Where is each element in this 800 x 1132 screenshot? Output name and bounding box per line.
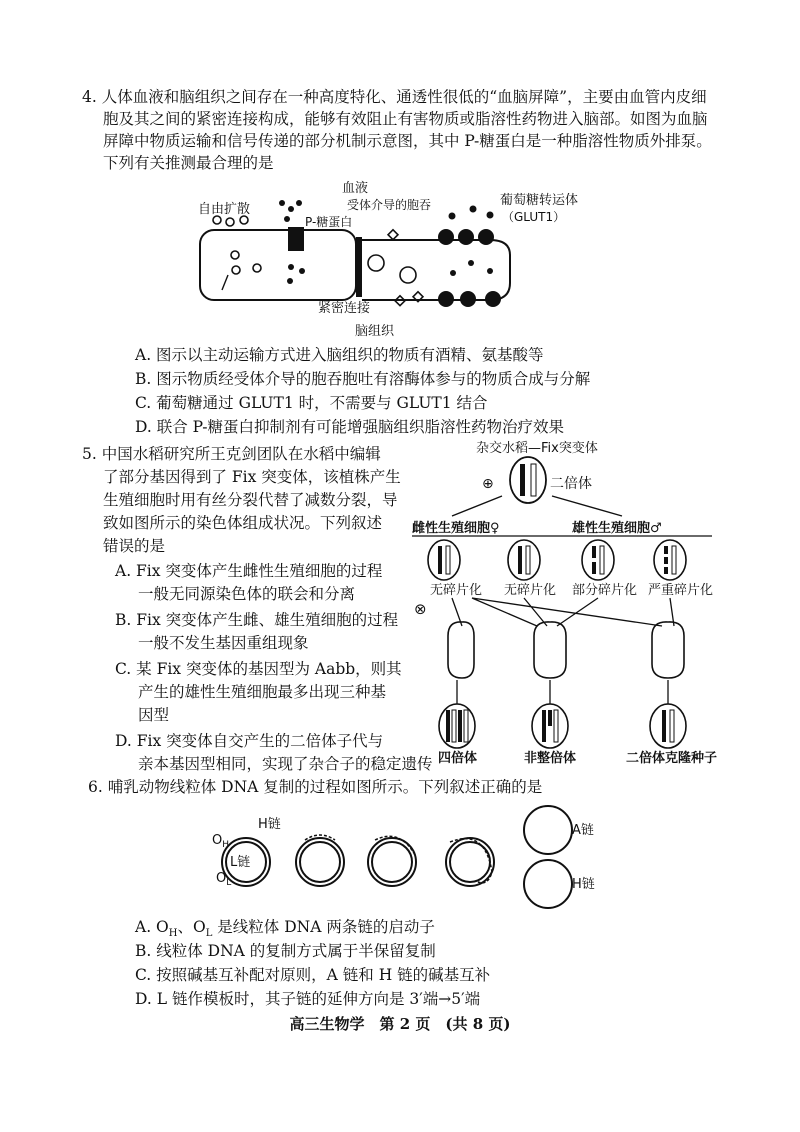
side-mark-icon: ⊕	[482, 476, 494, 492]
oh-letter: O	[212, 833, 223, 848]
label-male-gametes: 雄性生殖细胞♂	[572, 521, 662, 536]
result-aneuploid: 非整倍体	[524, 751, 577, 766]
label-tight-junction: 紧密连接	[318, 301, 371, 316]
q4-option-c: C. 葡萄糖通过 GLUT1 时，不需要与 GLUT1 结合	[135, 394, 488, 412]
gamete-cells	[428, 540, 686, 580]
q6-option-a-mid: 、O	[177, 918, 206, 936]
l-chain-label: L链	[230, 855, 251, 870]
tight-junction-bar	[356, 237, 362, 297]
zygote-cells	[448, 622, 684, 678]
q5-option-d-line-1: D. Fix 突变体自交产生的二倍体子代与	[115, 732, 384, 750]
ol-subscript-text: L	[205, 928, 213, 940]
q5-option-c-line-2: 产生的雄性生殖细胞最多出现三种基	[138, 683, 387, 701]
chromosome	[520, 464, 525, 496]
endocytic-vesicles	[368, 230, 423, 306]
diploid-cell	[510, 457, 546, 503]
ol-subscript: L	[226, 878, 232, 888]
offspring-cells	[439, 704, 686, 748]
q5-option-a-line-1: A. Fix 突变体产生雌性生殖细胞的过程	[115, 562, 383, 580]
label-p-glycoprotein: P-糖蛋白	[305, 215, 353, 229]
q5-fix-mutant-figure	[412, 436, 730, 766]
q6-option-d: D. L 链作模板时，其子链的延伸方向是 3′端→5′端	[135, 990, 481, 1008]
label-glucose-transporter: 葡萄糖转运体	[500, 193, 579, 208]
label-female-gametes: 雌性生殖细胞♀	[412, 521, 500, 536]
q6-stem: 6. 哺乳动物线粒体 DNA 复制的过程如图所示。下列叙述正确的是	[88, 778, 543, 796]
result-tetraploid: 四倍体	[438, 751, 478, 766]
endothelial-cell-left	[200, 230, 356, 300]
diffusing-molecules	[213, 216, 261, 274]
q4-option-d: D. 联合 P-糖蛋白抑制剂有可能增强脑组织脂溶性药物治疗效果	[135, 418, 564, 436]
q5-option-b-line-1: B. Fix 突变体产生雌、雄生殖细胞的过程	[115, 611, 399, 629]
label-blood: 血液	[342, 181, 369, 196]
a-chain-label: A链	[572, 823, 594, 838]
q5-stem-line-2: 了部分基因得到了 Fix 突变体，该植株产生	[103, 468, 401, 486]
oh-subscript-text: H	[168, 928, 178, 940]
q5-stem-line-3: 生殖细胞时用有丝分裂代替了减数分裂，导	[103, 491, 398, 509]
q4-stem-line-3: 屏障中物质运输和信号传递的部分机制示意图，其中 P-糖蛋白是一种脂溶性物质外排泵。	[103, 132, 712, 150]
q5-option-a-line-2: 一般无同源染色体的联会和分离	[138, 585, 356, 603]
label-diploid: 二倍体	[550, 476, 592, 492]
q5-option-c-line-3: 因型	[138, 706, 170, 724]
q4-stem-line-2: 胞及其之间的紧密连接构成，能够有效阻止有害物质或脂溶性药物进入脑部。如图为血脑	[103, 110, 708, 128]
q6-option-b: B. 线粒体 DNA 的复制方式属于半保留复制	[135, 942, 436, 960]
q4-option-b: B. 图示物质经受体介导的胞吞胞吐有溶酶体参与的物质合成与分解	[135, 370, 591, 388]
label-brain-tissue: 脑组织	[355, 324, 395, 339]
q6-option-a-rest: 是线粒体 DNA 两条链的启动子	[212, 918, 435, 936]
ol-letter: O	[216, 871, 227, 886]
q5-option-b-line-2: 一般不发生基因重组现象	[138, 634, 309, 652]
q5-stem-line-4: 致如图所示的染色体组成状况。下列叙述	[103, 514, 383, 532]
frag-label-1: 无碎片化	[430, 583, 483, 598]
diffusion-arrow	[222, 275, 228, 290]
q4-blood-brain-barrier-figure	[190, 175, 610, 340]
result-clonal-seed: 二倍体克隆种子	[626, 751, 718, 766]
q5-option-c-line-1: C. 某 Fix 突变体的基因型为 Aabb，则其	[115, 660, 402, 678]
q5-stem-line-1: 5. 中国水稻研究所王克剑团队在水稻中编辑	[82, 445, 381, 463]
chromosome	[531, 464, 536, 496]
frag-label-2: 无碎片化	[504, 583, 557, 598]
q6-mtdna-replication-figure	[210, 800, 620, 910]
development-arrows	[457, 680, 668, 704]
q6-option-a-prefix: A. O	[135, 918, 169, 936]
q4-stem-line-4: 下列有关推测最合理的是	[103, 154, 274, 172]
label-glut1: （GLUT1）	[502, 210, 566, 224]
cross-arrows	[452, 598, 674, 626]
oh-subscript: H	[222, 840, 230, 850]
p-glycoprotein-pump	[288, 227, 304, 251]
q4-option-a: A. 图示以主动运输方式进入脑组织的物质有酒精、氨基酸等	[135, 346, 544, 364]
frag-label-3: 部分碎片化	[572, 583, 638, 598]
q4-stem-line-1: 4. 人体血液和脑组织之间存在一种高度特化、通透性很低的“血脑屏障”，主要由血管内皮细	[82, 88, 707, 106]
frag-label-4: 严重碎片化	[648, 583, 714, 598]
offspring-chromosomes	[446, 710, 674, 742]
q5-stem-line-5: 错误的是	[103, 537, 166, 555]
h-chain-label: H链	[258, 817, 281, 832]
glut1-transporters	[438, 206, 501, 308]
q5-option-d-line-2: 亲本基因型相同，实现了杂合子的稳定遗传	[138, 755, 433, 773]
label-free-diffusion: 自由扩散	[198, 202, 251, 217]
gamete-chromosomes	[438, 546, 676, 574]
selfing-icon: ⊗	[414, 600, 427, 618]
h-chain-label-right: H链	[572, 877, 595, 892]
label-receptor-endocytosis: 受体介导的胞吞	[347, 198, 432, 212]
q6-option-c: C. 按照碱基互补配对原则，A 链和 H 链的碱基互补	[135, 966, 491, 984]
page-footer: 高三生物学 第 2 页 (共 8 页)	[289, 1015, 511, 1033]
fig5-title: 杂交水稻—Fix突变体	[476, 441, 598, 456]
